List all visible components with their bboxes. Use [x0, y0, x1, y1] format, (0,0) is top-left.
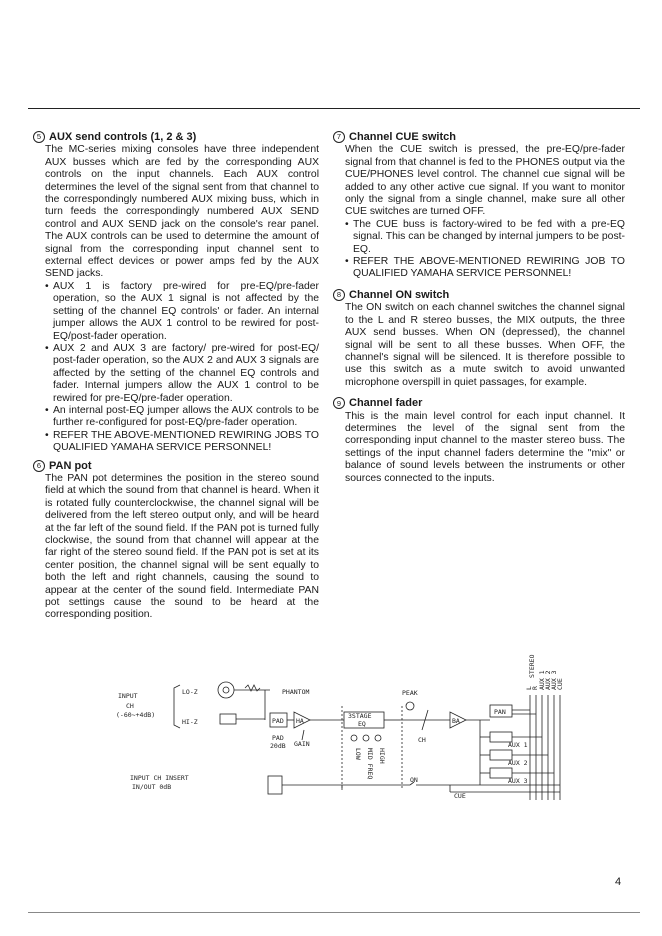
diagram-label-phantom: PHANTOM	[282, 688, 310, 696]
bullet-item: • AUX 2 and AUX 3 are factory/ pre-wired for post-EQ/ post-fader operation, so the AUX 2 and AUX 3 signals are affected by the setting of the channel EQ controls and fader. Internal jumpers allow the AUX 1 control to be rewired for pre-EQ/pre-fader operation.	[45, 343, 319, 405]
diagram-label-pan: PAN	[494, 708, 506, 716]
diagram-label-peak: PEAK	[402, 689, 418, 697]
diagram-label-insert: INPUT CH INSERT	[130, 774, 189, 782]
diagram-label-pad: PAD	[272, 717, 284, 725]
section-title: Channel fader	[349, 397, 423, 410]
section-title: Channel CUE switch	[349, 131, 456, 143]
diagram-label-bus-aux1: AUX 1	[538, 670, 546, 690]
diagram-label-aux2: AUX 2	[508, 759, 528, 767]
diagram-label-insert-level: IN/OUT 0dB	[132, 783, 172, 791]
left-column	[33, 131, 319, 627]
section-title: PAN pot	[49, 459, 92, 472]
section-body: The MC-series mixing consoles have three independent AUX busses which are fed by the corresponding AUX controls on the input channels. Each AUX control determines the level of the signal sent from that channel to the correspondingly numbered AUX mixing buss, which in turn feeds the correspondingly numbered AUX SEND control and AUX SEND jack on the console's rear panel. The AUX controls can be used to determine the amount of signal from the corresponding input channel sent to external effect devices or power amps fed by the AUX SEND jacks.	[45, 144, 319, 280]
section-heading	[33, 460, 319, 472]
section-body: When the CUE switch is pressed, the pre-EQ/pre-fader signal from that channel is fed to the PHONES output via the CUE/PHONES level control. The channel cue signal will be added to any other active cue signal. If you want to monitor only the signal from a single channel, make sure all other CUE switches are turned OFF.	[345, 144, 625, 218]
diagram-label-eq: EQ	[358, 720, 366, 728]
section-number: 9	[333, 397, 345, 409]
section-title: Channel ON switch	[349, 288, 450, 301]
bottom-rule	[28, 912, 640, 913]
section-body: This is the main level control for each input channel. It determines the level of the signal sent from the corresponding input channel to the master stereo buss. The settings of the input channel faders determine the "mix" or balance of sound levels between the instruments or other sources connected to the inputs.	[345, 410, 625, 484]
bullet-item: • REFER THE ABOVE-MENTIONED REWIRING JOBS TO QUALIFIED YAMAHA SERVICE PERSONNEL!	[45, 430, 319, 455]
right-column	[333, 131, 625, 490]
diagram-label-eq-mid: MID FREQ	[366, 748, 374, 780]
diagram-label-eq-stage: 3STAGE	[348, 712, 372, 720]
diagram-label-aux1: AUX 1	[508, 741, 528, 749]
diagram-label-ha: HA	[296, 717, 304, 725]
bullet-list	[45, 281, 319, 455]
diagram-label-bus-cue: CUE	[556, 678, 564, 690]
diagram-label-ch-fader: CH	[418, 736, 426, 744]
section-heading	[33, 131, 319, 143]
diagram-label-cue: CUE	[454, 792, 466, 800]
diagram-label-input: INPUT	[118, 692, 138, 700]
section-channel-fader	[333, 397, 625, 485]
section-cue-switch	[333, 131, 625, 281]
section-heading	[333, 289, 625, 301]
section-number: 7	[333, 131, 345, 143]
diagram-label-hi-z: HI-Z	[182, 718, 198, 726]
diagram-label-pad-value: PAD	[272, 734, 284, 742]
diagram-label-bus-aux3: AUX 3	[550, 670, 558, 690]
section-number: 8	[333, 289, 345, 301]
channel-block-diagram	[110, 650, 570, 815]
diagram-label-pad-db: 20dB	[270, 742, 286, 750]
bullet-item: • AUX 1 is factory pre-wired for pre-EQ/pre-fader operation, so the AUX 1 signal is not affected by the setting of the channel EQ controls' or fader. An internal jumper allows the AUX 1 control to be rewired for post-EQ/post-fader operation.	[45, 281, 319, 343]
section-number: 5	[33, 131, 45, 143]
section-aux-send	[33, 131, 319, 455]
diagram-label-bus-l: L	[525, 686, 533, 690]
section-heading	[333, 397, 625, 409]
section-title: AUX send controls (1, 2 & 3)	[49, 131, 197, 143]
section-body: The ON switch on each channel switches the channel signal to the L and R stereo busses, the MIX outputs, the three AUX send busses. When ON (depressed), the channel signal will be sent to all these busses. When OFF, the channel's signal will be silenced. It is therefore possible to use this switch as a mute switch to avoid unwanted microphone overspill in quiet passages, for example.	[345, 302, 625, 388]
diagram-label-eq-high: HIGH	[378, 748, 386, 764]
diagram-label-on: ON	[410, 776, 418, 784]
diagram-label-lo-z: LO-Z	[182, 688, 198, 696]
diagram-label-bus-stereo: STEREO	[528, 654, 536, 678]
section-number: 6	[33, 460, 45, 472]
diagram-label-ch: CH	[126, 702, 134, 710]
diagram-label-bus-aux2: AUX 2	[544, 670, 552, 690]
diagram-label-gain: GAIN	[294, 740, 310, 748]
bullet-item: • The CUE buss is factory-wired to be fed with a pre-EQ signal. This can be changed by internal jumpers to be post-EQ.	[345, 219, 625, 256]
block-diagram-svg	[110, 650, 570, 815]
section-pan-pot	[33, 460, 319, 622]
section-heading	[333, 131, 625, 143]
top-rule	[28, 108, 640, 109]
bullet-list	[345, 219, 625, 281]
diagram-label-ba: BA	[452, 717, 460, 725]
section-body: The PAN pot determines the position in the stereo sound field at which the sound from that channel is heard. When it is rotated fully counterclockwise, the channel signal will be delivered from the left stereo output only, and will be heard at the far left of the sound field. If the PAN pot is turned fully clockwise, the sound from that channel will appear at the far right of the stereo sound field. If the PAN pot is set at its center position, the channel signal will be sent equally to both the left and right channels, causing the sound to appear at the center of the sound field. Intermediate PAN pot settings cause the sound to be heard at the corresponding position.	[45, 472, 319, 621]
diagram-label-aux3: AUX 3	[508, 777, 528, 785]
diagram-label-bus-r: R	[531, 686, 539, 690]
bullet-item: • An internal post-EQ jumper allows the AUX controls to be further re-configured for post-EQ/pre-fader operation.	[45, 405, 319, 430]
page-number: 4	[615, 876, 622, 888]
diagram-label-range: (-60~+4dB)	[116, 711, 156, 719]
section-on-switch	[333, 289, 625, 389]
bullet-item: • REFER THE ABOVE-MENTIONED REWIRING JOB TO QUALIFIED YAMAHA SERVICE PERSONNEL!	[345, 256, 625, 281]
diagram-label-eq-low: LOW	[354, 748, 362, 760]
